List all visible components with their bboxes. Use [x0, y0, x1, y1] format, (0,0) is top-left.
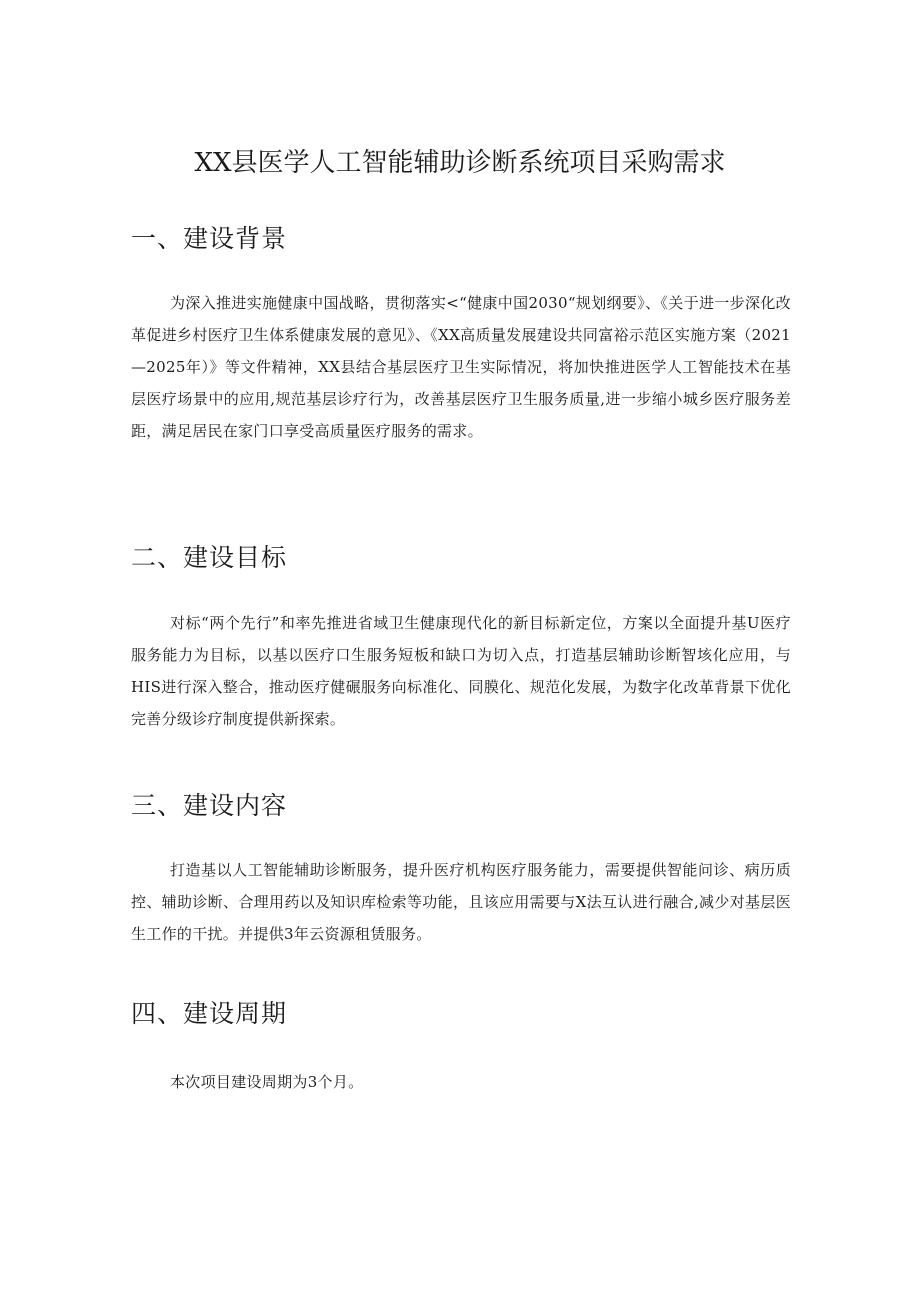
- section-heading-background: 一、建设背景: [131, 224, 288, 253]
- section-body-background: 为深入推进实施健康中国战略，贯彻落实<“健康中国2030“规划纲要》、《关于进一步深化改革促进乡村医疗卫生体系健康发展的意见》、《XX高质量发展建设共同富裕示范区实施方案（2021—2025年）》等文件精神，XX县结合基层医疗卫生实际情况，将加快推进医学人工智能技术在基层医疗场景中的应用,规范基层诊疗行为，改善基层医疗卫生服务质量,进一步缩小城乡医疗服务差距，满足居民在家门口享受高质量医疗服务的需求。: [131, 294, 791, 440]
- section-heading-period: 四、建设周期: [131, 999, 288, 1028]
- section-heading-content: 三、建设内容: [131, 791, 288, 820]
- section-heading-goals: 二、建设目标: [131, 543, 288, 572]
- section-body-content: 打造基以人工智能辅助诊断服务，提升医疗机构医疗服务能力，需要提供智能问诊、病历质控、辅助诊断、合理用药以及知识库检索等功能，且该应用需要与X法互认进行融合,减少对基层医生工作的干扰。并提供3年云资源租赁服务。: [131, 861, 791, 943]
- section-body-period: 本次项目建设周期为3个月。: [170, 1073, 364, 1091]
- section-body-goals: 对标“两个先行”和率先推进省域卫生健康现代化的新目标新定位，方案以全面提升基U医疗服务能力为目标，以基以医疗口生服务短板和缺口为切入点，打造基层辅助诊断智垓化应用，与HIS进行深入整合，推动医疗健碾服务向标准化、同膜化、规范化发展，为数字化改革背景下优化完善分级诊疗制度提供新探索。: [131, 614, 791, 728]
- document-title: XX县医学人工智能辅助诊断系统项目采购需求: [194, 148, 726, 178]
